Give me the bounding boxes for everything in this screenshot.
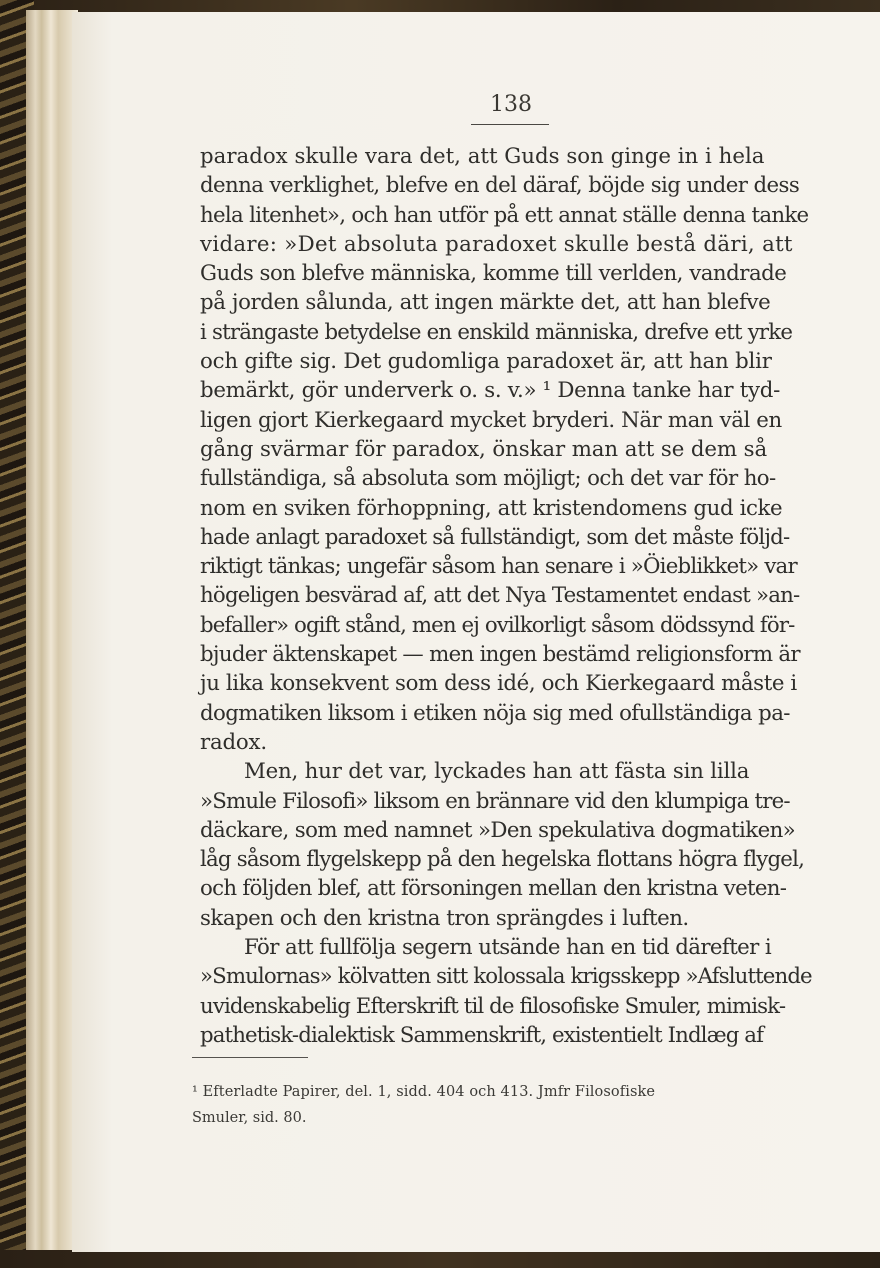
text-line: radox. (200, 729, 267, 755)
page-number: 138 (490, 92, 532, 117)
text-line: denna verklighet, blefve en del däraf, böjde sig under dess (200, 173, 800, 199)
text-line: ligen gjort Kierkegaard mycket bryderi. När man väl en (200, 407, 782, 433)
book-bottom-edge (0, 1250, 880, 1268)
text-line: däckare, som med namnet »Den spekulativa dogmatiken» (200, 817, 796, 843)
text-line: uvidenskabelig Efterskrift til de filosofiske Smuler, mimisk- (200, 993, 786, 1019)
page-number-rule (471, 124, 549, 125)
text-line: bemärkt, gör underverk o. s. v.» ¹ Denna tanke har tyd- (200, 378, 781, 404)
text-line: låg såsom flygelskepp på den hegelska flottans högra flygel, (200, 847, 805, 873)
text-line: ju lika konsekvent som dess idé, och Kierkegaard måste i (200, 671, 797, 697)
text-line: riktigt tänkas; ungefär såsom han senare i »Öieblikket» var (200, 554, 797, 580)
text-line: gång svärmar för paradox, önskar man att se dem så (200, 436, 768, 462)
footnote-line: Smuler, sid. 80. (192, 1110, 307, 1126)
footnote (192, 1079, 804, 1131)
text-line: vidare: »Det absoluta paradoxet skulle bestå däri, att (200, 231, 793, 257)
footnote-rule (192, 1057, 308, 1058)
text-line: fullständiga, så absoluta som möjligt; och det var för ho- (200, 466, 776, 492)
text-line: och gifte sig. Det gudomliga paradoxet är, att han blir (200, 349, 772, 375)
text-line: och följden blef, att försoningen mellan den kristna veten- (200, 876, 787, 902)
text-line: på jorden sålunda, att ingen märkte det, att han blefve (200, 290, 771, 316)
body-text (200, 142, 812, 1050)
text-line: paradox skulle vara det, att Guds son ginge in i hela (200, 144, 765, 169)
text-line: skapen och den kristna tron sprängdes i luften. (200, 905, 689, 931)
footnote-line: ¹ Efterladte Papirer, del. 1, sidd. 404 och 413. Jmfr Filosofiske (192, 1084, 656, 1100)
text-line: hela litenhet», och han utför på ett annat ställe denna tanke (200, 202, 809, 228)
text-line: nom en sviken förhoppning, att kristendomens gud icke (200, 495, 783, 521)
text-line: Men, hur det var, lyckades han att fästa sin lilla (244, 759, 750, 785)
text-line: »Smule Filosofi» liksom en brännare vid den klumpiga tre- (200, 788, 790, 814)
text-line: befaller» ogift stånd, men ej ovilkorligt såsom dödssynd för- (200, 612, 795, 638)
page-stack-gutter (26, 10, 78, 1254)
text-line: För att fullfölja segern utsände han en tid därefter i (244, 935, 772, 961)
text-line: i strängaste betydelse en enskild människa, drefve ett yrke (200, 319, 793, 345)
text-line: pathetisk-dialektisk Sammenskrift, existentielt Indlæg af (200, 1022, 764, 1048)
text-line: »Smulornas» kölvatten sitt kolossala krigsskepp »Afsluttende (200, 964, 812, 990)
text-line: Guds son blefve människa, komme till verlden, vandrade (200, 261, 787, 287)
text-line: hade anlagt paradoxet så fullständigt, som det måste följd- (200, 524, 790, 550)
text-line: högeligen besvärad af, att det Nya Testamentet endast »an- (200, 583, 800, 609)
text-line: bjuder äktenskapet — men ingen bestämd religionsform är (200, 642, 800, 668)
text-line: dogmatiken liksom i etiken nöja sig med ofullständiga pa- (200, 700, 790, 726)
